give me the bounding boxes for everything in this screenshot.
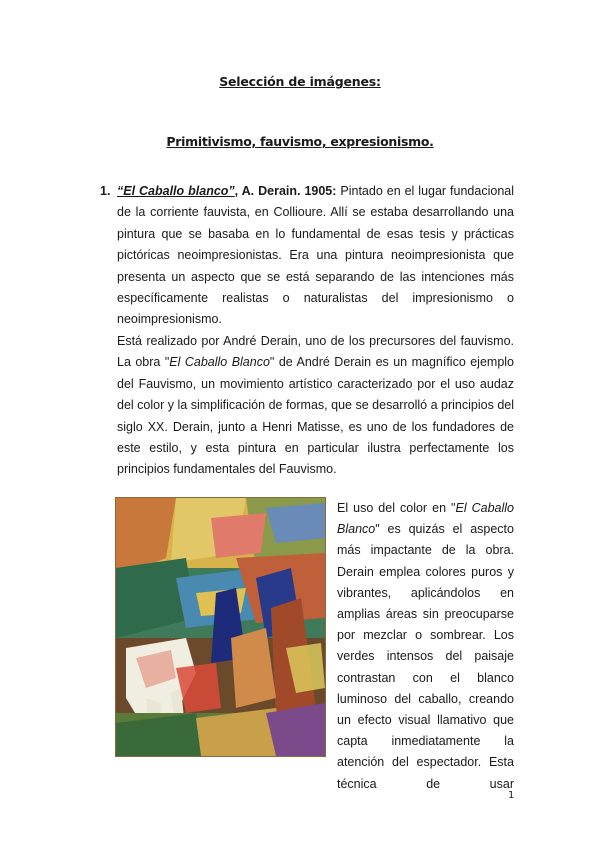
section-subtitle: Primitivismo, fauvismo, expresionismo. bbox=[166, 134, 434, 149]
artwork-title-inline-2: El Caballo Blanco bbox=[337, 501, 515, 537]
description-paragraph: Está realizado por André Derain, uno de los precursores del fauvismo. La obra "El Caballo Blanco" de André Derain es un magnífico ejemplo del Fauvismo, un movimiento artístico caracterizado por el uso audaz del color y la simplificación de formas, que se desarrolló a principios del siglo XX. Derain, junto a Henri Matisse, es uno de los fundadores de este estilo, y esta pintura en particular ilustra perfectamente los principios fundamentales del Fauvismo. bbox=[117, 334, 515, 477]
intro-text: Pintado en el lugar fundacional de la corriente fauvista, en Collioure. Allí se estaba desarrollando una pintura que se basaba en lo fundamental de esas tesis y prácticas pictóricas neoimpresionistas. Era una pintura neoimpresionista que presenta un aspecto que se está separando de las intenciones más específicamente realistas o naturalistas del impresionismo o neoimpresionismo. bbox=[117, 184, 514, 327]
document-title: Selección de imágenes: bbox=[219, 74, 381, 89]
list-item-number: 1. bbox=[100, 184, 111, 198]
page-number: 1 bbox=[508, 790, 515, 801]
item-intro-paragraph bbox=[117, 181, 514, 331]
painting-image bbox=[116, 498, 325, 756]
side-paragraph: El uso del color en "El Caballo Blanco" es quizás el aspecto más impactante de la obra. Derain emplea colores puros y vibrantes, aplicándolos en amplias áreas sin preocuparse por mezclar o sombrear. Los verdes intensos del paisaje contrastan con el blanco luminoso del caballo, creando un efecto visual llamativo que capta inmediatamente la atención del espectador. Esta técnica de usar bbox=[337, 501, 515, 791]
artwork-title: “El Caballo blanco” bbox=[117, 184, 235, 198]
artwork-author-year: , A. Derain. 1905: bbox=[234, 184, 337, 198]
artwork-title-inline: El Caballo Blanco bbox=[169, 355, 270, 370]
